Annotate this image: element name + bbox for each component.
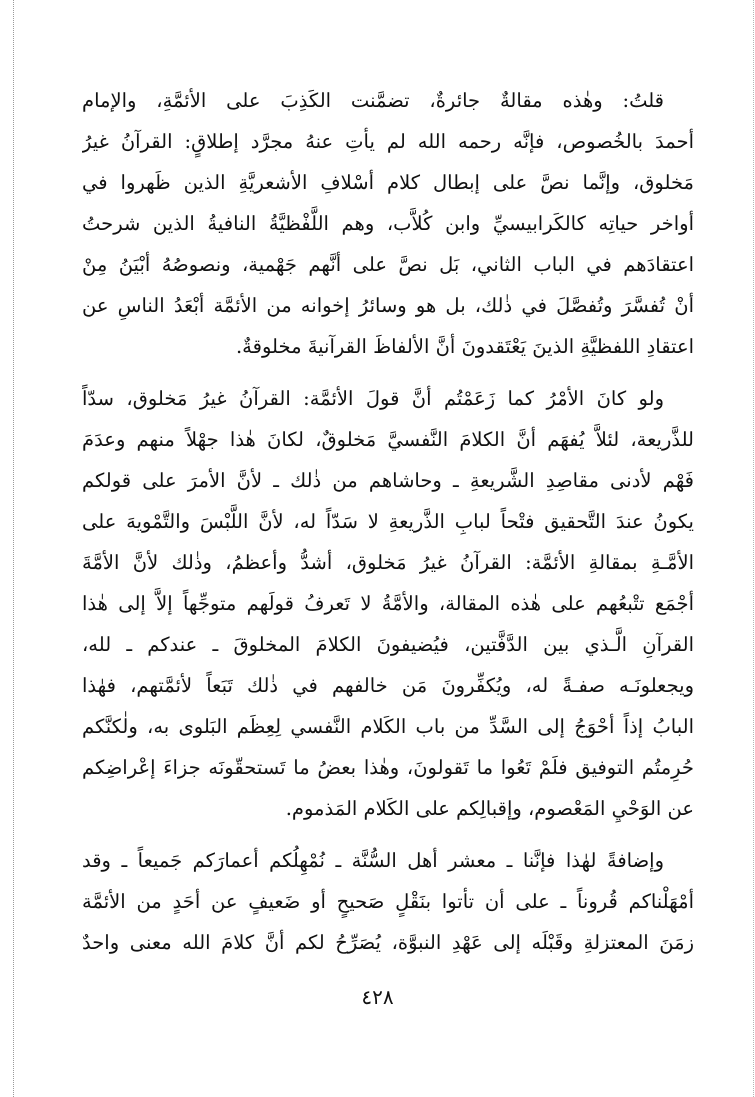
text-line: فَهْم لأدنى مقاصِدِ الشَّريعةِ ـ وحاشاهم من ذٰلك ـ لأنَّ الأمرَ على قولكم xyxy=(82,469,694,492)
body-text xyxy=(82,80,694,963)
text-line: يكونُ عندَ التَّحقيق فتْحاً لبابِ الذَّريعةِ لا سَدّاً له، لأنَّ اللَّبْسَ والتَّمْويهَ على xyxy=(82,510,694,533)
text-line: الأمَّـةِ بمقالةِ الأئمَّة: القرآنُ غيرُ مَخلوق، أشدُّ وأعظمُ، وذٰلك لأنَّ الأمَّةَ xyxy=(82,551,694,574)
text-line: أواخر حياتِه كالكَرابيسيِّ وابن كُلاَّب، وهم اللَّفْظيَّةُ النافيةُ الذين شرحتُ xyxy=(82,212,694,235)
text-line: ويجعلونَـه صفـةً له، ويُكفِّرونَ مَن خالفهم في ذٰلك تَبَعاً لأئمَّتهم، فهٰذا xyxy=(82,674,694,697)
text-line: وإضافةً لهٰذا فإنَّنا ـ معشر أهل السُّنَّة ـ نُمْهِلُكم أعمارَكم جَميعاً ـ وقد xyxy=(82,849,664,872)
text-line: أحمدَ بالخُصوص، فإنَّه رحمه الله لم يأتِ عنهُ مجرَّد إطلاقٍ: القرآنُ غيرُ xyxy=(82,130,694,153)
text-line: القرآنِ الَّـذي بين الدَّفَّتين، فيُضيفونَ الكلامَ المخلوقَ ـ عندكم ـ لله، xyxy=(82,633,694,656)
paragraph xyxy=(82,840,694,963)
paragraph xyxy=(82,378,694,829)
paragraph-gap xyxy=(82,829,694,840)
paragraph xyxy=(82,80,694,367)
text-line: ولو كانَ الأمْرُ كما زَعَمْتُم أنَّ قولَ الأئمَّة: القرآنُ غيرُ مَخلوق، سدّاً xyxy=(82,387,664,410)
text-line: للذَّريعة، لئلاَّ يُفهَم أنَّ الكلامَ النَّفسيَّ مَخلوقٌ، لكانَ هٰذا جهْلاً منهم وعدَمَ xyxy=(82,428,694,451)
text-line: اعتقادِ اللفظيَّةِ الذينَ يَعْتَقدونَ أنَّ الألفاظَ القرآنيةَ مخلوقةٌ. xyxy=(235,335,694,358)
right-margin-dotted-border xyxy=(753,0,754,1097)
text-line: البابُ إذاً أحْوَجُ إلى السَّدِّ من باب الكَلام النَّفسي لِعِظَم البَلوى به، ولٰكنَّكم xyxy=(82,715,694,738)
text-line: أمْهَلْناكم قُروناً ـ على أن تأتوا بنَقْلٍ صَحيحٍ أو ضَعيفٍ عن أحَدٍ من الأئمَّة xyxy=(82,890,694,913)
text-line: اعتقادَهم في الباب الثاني، بَل نصَّ على أنَّهم جَهْمية، ونصوصُهُ أبْيَنُ مِنْ xyxy=(82,253,694,276)
text-line: أنْ تُفسَّرَ وتُفصَّلَ في ذٰلك، بل هو وسائرُ إخوانه من الأئمَّة أبْعَدُ الناسِ عن xyxy=(82,294,694,317)
page-number: ٤٢٨ xyxy=(361,985,394,1009)
text-line: زمَنَ المعتزلةِ وقَبْلَه إلى عَهْدِ النبوَّة، يُصَرِّحُ لكم أنَّ كلامَ الله معنى واحدٌ xyxy=(82,931,694,954)
text-line: مَخلوق، وإنَّما نصَّ على إبطال كلام أسْلافِ الأشعريَّةِ الذين ظَهروا في xyxy=(82,171,694,194)
text-line: أجْمَع تتْبعُهم على هٰذه المقالة، والأمَّةُ لا تَعرفُ قولَهم متوجِّهاً إلاَّ إلى هٰذا xyxy=(82,592,694,615)
text-line: قلتُ: وهٰذه مقالةٌ جائرةٌ، تضمَّنت الكَذِبَ على الأئمَّةِ، والإمام xyxy=(82,89,664,112)
left-margin-dotted-border xyxy=(13,0,14,1097)
paragraph-gap xyxy=(82,367,694,378)
text-line: حُرِمتُم التوفيق فلَمْ تَعُوا ما تَقولونَ، وهٰذا بعضُ ما تَستحقّونَه جزاءَ إعْراضِكم xyxy=(82,756,694,779)
text-line: عن الوَحْيِ المَعْصوم، وإقبالِكم على الكَلام المَذموم. xyxy=(285,797,694,820)
